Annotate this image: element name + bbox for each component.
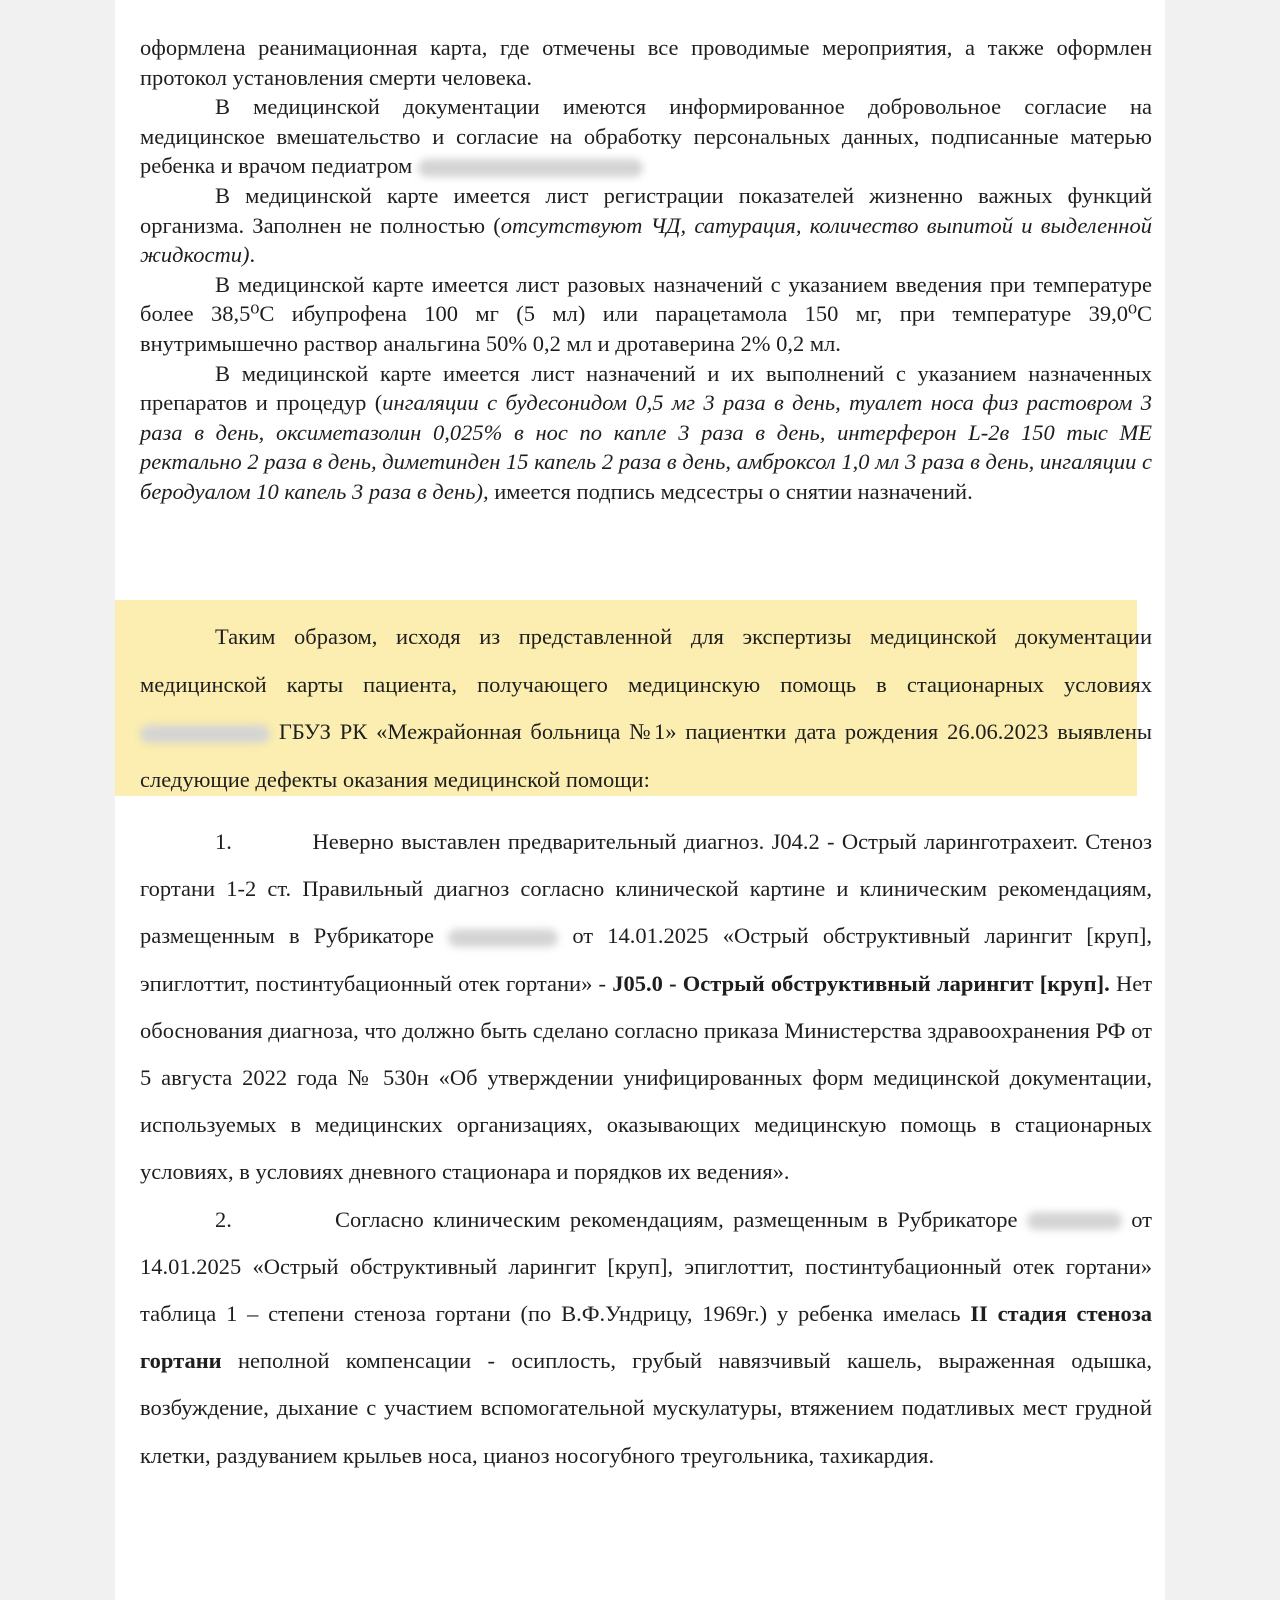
item-number: 1. bbox=[215, 829, 232, 854]
redacted-name bbox=[418, 159, 643, 177]
defects-list bbox=[140, 818, 1152, 1479]
item-number: 2. bbox=[215, 1206, 232, 1232]
paragraph-resuscitation: оформлена реанимационная карта, где отмечены все проводимые мероприятия, а также оформлен протокол установления смерти человека. bbox=[140, 35, 1152, 90]
redacted-rubricator bbox=[1027, 1212, 1122, 1230]
defect-item-2: 2. Согласно клиническим рекомендациям, размещенным в Рубрикаторе от 14.01.2025 «Острый обструктивный ларингит [круп], эпиглоттит, постинтубационный отек гортани» таблица 1 – степени стеноза гортани (по В.Ф.Ундрицу, 1969г.) у ребенка имелась II стадия стеноза гортани неполной компенсации - осиплость, грубый навязчивый кашель, выраженная одышка, возбуждение, дыхание с участием вспомогательной мускулатуры, втяжением податливых мест грудной клетки, раздуванием крыльев носа, цианоз носогубного треугольника, тахикардия. bbox=[140, 1206, 1153, 1468]
right-margin bbox=[1165, 0, 1280, 1600]
defect-item-1: 1. Неверно выставлен предварительный диагноз. J04.2 - Острый ларинготрахеит. Стеноз гортани 1-2 ст. Правильный диагноз согласно клинической картине и клиническим рекомендациям, размещенным в Рубрикаторе от 14.01.2025 «Острый обструктивный ларингит [круп], эпиглоттит, постинтубационный отек гортани» - J05.0 - Острый обструктивный ларингит [круп]. Нет обоснования диагноза, что должно быть сделано согласно приказа Министерства здравоохранения РФ от 5 августа 2022 года № 530н «Об утверждении унифицированных форм медицинской документации, используемых в медицинских организациях, оказывающих медицинскую помощь в стационарных условиях, в условиях дневного стационара и порядков их ведения». bbox=[140, 829, 1153, 1185]
paragraph-prescriptions: В медицинской карте имеется лист назначений и их выполнений с указанием назначенных препаратов и процедур (ингаляции с будесонидом 0,5 мг 3 раза в день, туалет носа физ растовром 3 раза в день, оксиметазолин 0,025% в нос по капле 3 раза в день, интерферон L-2в 150 тыс МЕ ректально 2 раза в день, диметинден 15 капель 2 раза в день, амброксол 1,0 мл 3 раза в день, ингаляции с беродуалом 10 капель 3 раза в день), имеется подпись медсестры о снятии назначений. bbox=[140, 360, 1152, 504]
highlighted-conclusion bbox=[140, 613, 1152, 803]
document-page bbox=[115, 0, 1165, 1600]
paragraph-vital-signs: В медицинской карте имеется лист регистрации показателей жизненно важных функций организма. Заполнен не полностью (отсутствуют ЧД, сатурация, количество выпитой и выделенной жидкости). bbox=[140, 182, 1152, 268]
paragraph-consent: В медицинской документации имеются информированное добровольное согласие на медицинское вмешательство и согласие на обработку персональных данных, подписанные матерью ребенка и врачом педиатром bbox=[140, 94, 1152, 179]
document-top-section bbox=[140, 33, 1152, 507]
left-margin bbox=[0, 0, 115, 1600]
redacted-date bbox=[140, 725, 270, 743]
conclusion-paragraph: Таким образом, исходя из представленной для экспертизы медицинской документации медицинской карты пациента, получающего медицинскую помощь в стационарных условиях ГБУЗ РК «Межрайонная больница №1» пациентки дата рождения 26.06.2023 выявлены следующие дефекты оказания медицинской помощи: bbox=[140, 624, 1153, 792]
redacted-rubricator bbox=[448, 929, 558, 947]
paragraph-single-prescriptions: В медицинской карте имеется лист разовых назначений с указанием введения при температуре более 38,5⁰С ибупрофена 100 мг (5 мл) или парацетамола 150 мг, при температуре 39,0⁰С внутримышечно раствор анальгина 50% 0,2 мл и дротаверина 2% 0,2 мл. bbox=[140, 271, 1152, 356]
